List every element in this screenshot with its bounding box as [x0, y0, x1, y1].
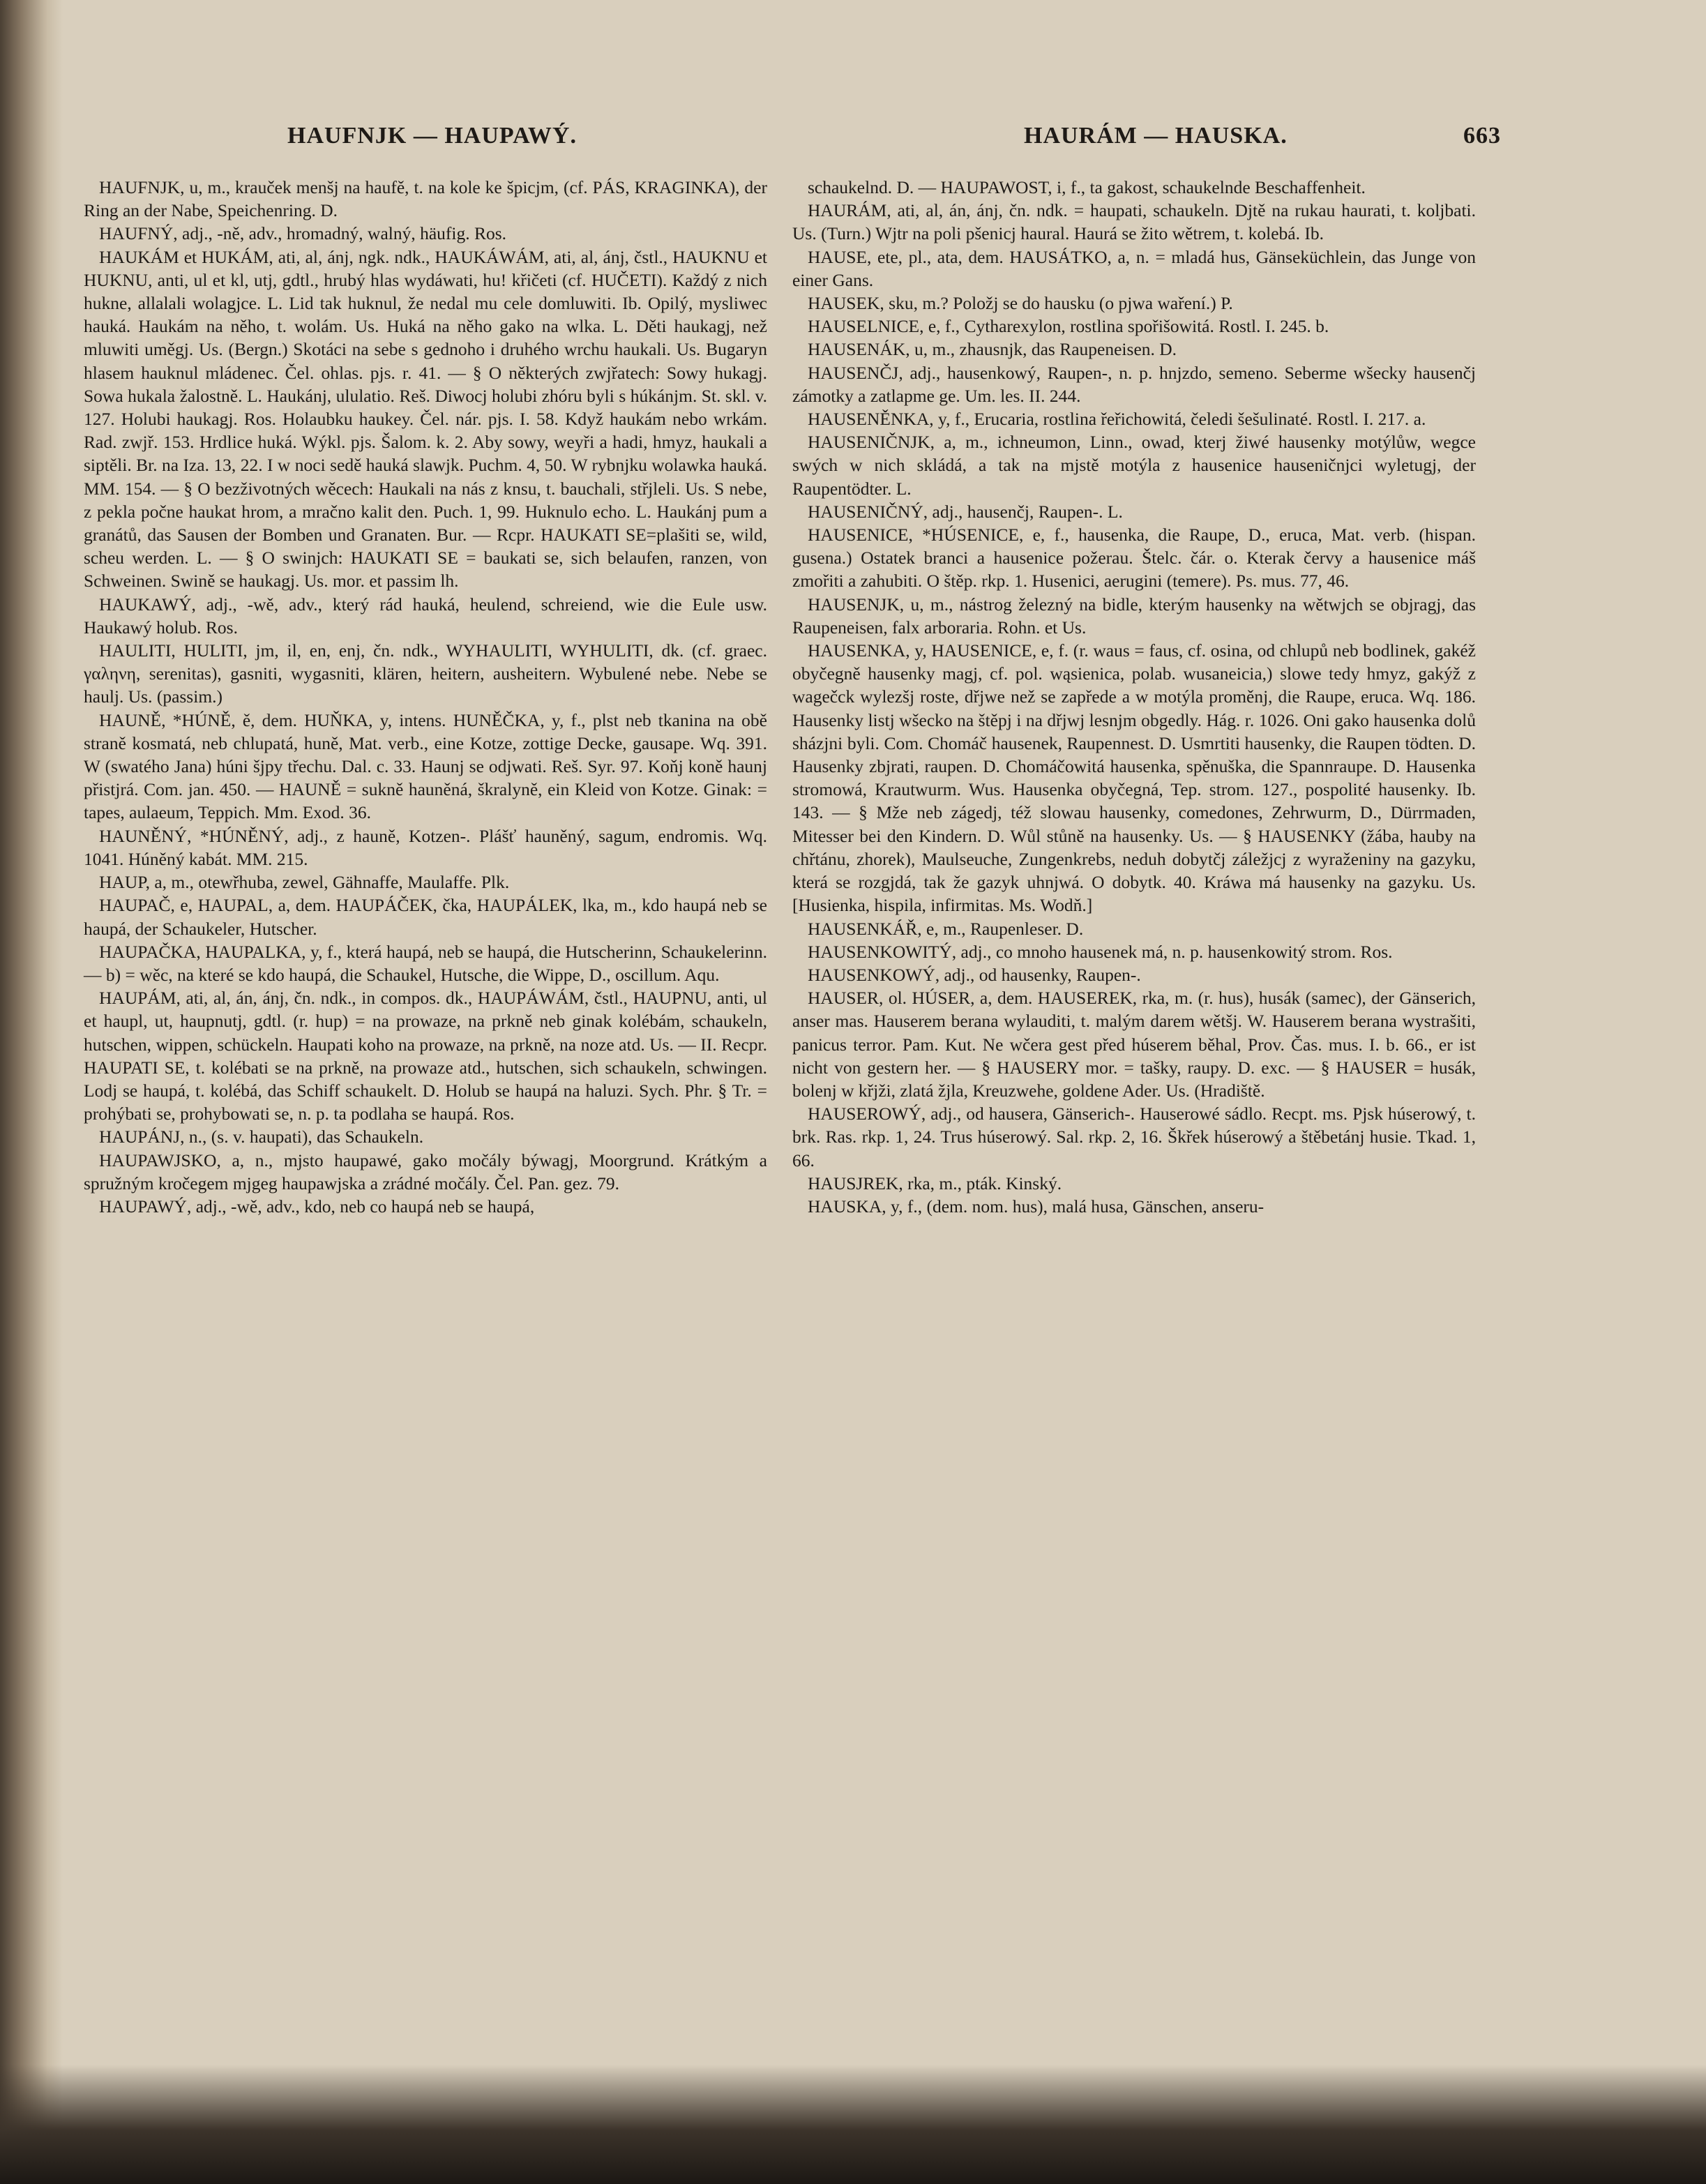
entry: HAUSENIČNÝ, adj., hausenčj, Raupen-. L.	[808, 501, 1123, 522]
entry: HAUFNÝ, adj., -ně, adv., hromadný, walný, häufig. Ros.	[99, 223, 507, 244]
right-column	[792, 176, 1476, 1218]
entry: HAUNĚNÝ, *HÚNĚNÝ, adj., z hauně, Kotzen-. Plášť hauněný, sagum, endromis. Wq. 1041. Húněný kabát. MM. 215.	[84, 825, 767, 869]
entry: HAUSENĚNKA, y, f., Erucaria, rostlina řeřichowitá, čeledi šešulinaté. Rostl. I. 217. a.	[808, 409, 1426, 430]
entry: HAUSENKOWÝ, adj., od hausenky, Raupen-.	[808, 964, 1141, 985]
entry: HAUSE, ete, pl., ata, dem. HAUSÁTKO, a, n. = mladá hus, Gänseküchlein, das Junge von einer Gans.	[792, 246, 1476, 290]
entry: HAUSENICE, *HÚSENICE, e, f., hausenka, die Raupe, D., eruca, Mat. verb. (hispan. gusena.) Ostatek branci a hausenice požerau. Štelc. čár. o. Kterak červy a hausenice máš zmořiti a zahubiti. O štěp. rkp. 1. Husenici, aerugini (temere). Ps. mus. 77, 46.	[792, 525, 1476, 592]
entry: HAUPAČKA, HAUPALKA, y, f., která haupá, neb se haupá, die Hutscherinn, Schaukelerinn. — b) = wěc, na které se kdo haupá, die Schaukel, Hutsche, die Wippe, D., oscillum. Aqu.	[84, 941, 767, 985]
entry: HAUPAČ, e, HAUPAL, a, dem. HAUPÁČEK, čka, HAUPÁLEK, lka, m., kdo haupá neb se haupá, der Schaukeler, Hutscher.	[84, 895, 767, 939]
entry: HAUSER, ol. HÚSER, a, dem. HAUSEREK, rka, m. (r. hus), husák (samec), der Gänserich, anser mas. Hauserem berana wylauditi, t. malým darem wětšj. W. Hauserem berana wystrašiti, panicus terror. Pam. Kut. Ne wčera gest před húserem běhal, Prov. Čas. mus. I. b. 66., er ist nicht von gestern her. — § HAUSERY mor. = tašky, raupy. D. exc. — § HAUSER = husák, bolenj w křjži, zlatá žjla, Kreuzwehe, goldene Ader. Us. (Hradiště.	[792, 988, 1476, 1101]
page-bottom-edge	[0, 2065, 1706, 2184]
entry: HAUSJREK, rka, m., pták. Kinský.	[808, 1173, 1062, 1193]
entry: HAUKÁM et HUKÁM, ati, al, ánj, ngk. ndk., HAUKÁWÁM, ati, al, ánj, čstl., HAUKNU et HUKNU, anti, ul et kl, utj, gdtl., hrubý hlas wydáwati, hu! křičeti (cf. HUČETI). Každý z nich hukne, allalali wolagjce. L. Lid tak huknul, že nedal mu cele domluwiti. Ib. Opilý, mysliwec hauká. Haukám na něho, t. wolám. Us. Huká na něho gako na wlka. L. Děti haukagj, než mluwiti uměgj. Us. (Bergn.) Skotáci na sebe s gednoho i druhého wrchu haukali. Us. Bugaryn hlasem hauknul mládenec. Čel. ohlas. pjs. r. 41. — § O některých zwjřatech: Sowy hukagj. Sowa hukala žalostně. L. Haukánj, ululatio. Reš. Diwocj holubi zhóru byli s húkánjm. St. skl. v. 127. Holubi haukagj. Ros. Holaubku haukey. Čel. nár. pjs. I. 58. Když haukám nebo wrkám. Rad. zwjř. 153. Hrdlice huká. Wýkl. pjs. Šalom. k. 2. Aby sowy, weyři a hadi, hmyz, haukali a siptěli. Br. na Iza. 13, 22. I w noci sedě hauká slawjk. Puchm. 4, 50. W rybnjku wolawka hauká. MM. 154. — § O bezživotných wěcech: Haukali na nás z knsu, t. bauchali, střjleli. Us. S nebe, z pekla počne haukat hrom, a mračno kalit den. Puch. 1, 99. Huknulo echo. L. Haukánj pum a granátů, das Sausen der Bomben und Granaten. Bur. — Rcpr. HAUKATI SE=plašiti se, wild, scheu werden. L. — § O swinjch: HAUKATI SE = baukati se, sich belaufen, ranzen, von Schweinen. Swině se haukagj. Us. mor. et passim lh.	[84, 246, 767, 592]
entry: HAUSELNICE, e, f., Cytharexylon, rostlina spořišowitá. Rostl. I. 245. b.	[808, 316, 1329, 337]
page-number: 663	[1463, 123, 1501, 149]
entry: HAUFNJK, u, m., krauček menšj na haufě, t. na kole ke špicjm, (cf. PÁS, KRAGINKA), der Ring an der Nabe, Speichenring. D.	[84, 177, 767, 221]
entry: HAUSENČJ, adj., hausenkowý, Raupen-, n. p. hnjzdo, semeno. Seberme wšecky hausenčj zámotky a zatlapme ge. Um. les. II. 244.	[792, 362, 1476, 406]
entry: HAUKAWÝ, adj., -wě, adv., který rád hauká, heulend, schreiend, wie die Eule usw. Haukawý holub. Ros.	[84, 594, 767, 638]
entry: HAUSEK, sku, m.? Položj se do hausku (o pjwa waření.) P.	[808, 293, 1233, 314]
entry: HAUSENÁK, u, m., zhausnjk, das Raupeneisen. D.	[808, 339, 1177, 360]
entry: HAURÁM, ati, al, án, ánj, čn. ndk. = haupati, schaukeln. Djtě na rukau haurati, t. koljbati. Us. (Turn.) Wjtr na poli pšenicj haural. Haurá se žito wětrem, t. kolebá. Ib.	[792, 200, 1476, 244]
entry: HAUPÁNJ, n., (s. v. haupati), das Schaukeln.	[99, 1127, 424, 1147]
entry: HAUSKA, y, f., (dem. nom. hus), malá husa, Gänschen, anseru-	[808, 1196, 1265, 1217]
left-column	[84, 176, 767, 1218]
entry: HAUSEROWÝ, adj., od hausera, Gänserich-. Hauserowé sádlo. Recpt. ms. Pjsk húserowý, t. brk. Ras. rkp. 1, 24. Trus húserowý. Sal. rkp. 2, 16. Škřek húserowý a štěbetánj husie. Tkad. 1, 66.	[792, 1104, 1476, 1170]
entry: HAULITI, HULITI, jm, il, en, enj, čn. ndk., WYHAULITI, WYHULITI, dk. (cf. graec. γαληνη, serenitas), gasniti, wygasniti, klären, heitern, ausheitern. Wybulené nebe. Nebe se haulj. Us. (passim.)	[84, 640, 767, 707]
entry: HAUNĚ, *HÚNĚ, ě, dem. HUŇKA, y, intens. HUNĚČKA, y, f., plst neb tkanina na obě straně kosmatá, neb chlupatá, huně, Mat. verb., eine Kotze, zottige Decke, gausape. Wq. 391. W (swatého Jana) húni šjpy třechu. Dal. c. 33. Haunj se odjwati. Reš. Syr. 97. Koňj koně haunj přistjrá. Com. jan. 450. — HAUNĚ = sukně hauněná, škralyně, ein Kleid von Kotze. Ginak: = tapes, aulaeum, Teppich. Mm. Exod. 36.	[84, 709, 767, 823]
entry: HAUSENKA, y, HAUSENICE, e, f. (r. waus = faus, cf. osina, od chlupů neb bodlinek, gakéž obyčegně hausenky magj, cf. pol. wąsienica, polab. wusaneicia,) slowe tedy hmyz, gakýž z wagečck wylezšj roste, dřjwe než se zapřede a w motýla proměnj, die Raupe, eruca. Wq. 186. Hausenky listj wšecko na štěpj i na dřjwj lesnjm obgedly. Hág. r. 1026. Oni gako hausenka dolů sházjni byli. Com. Chomáč hausenek, Raupennest. D. Usmrtiti hausenky, die Raupen tödten. D. Hausenky zbjrati, raupen. D. Chomáčowitá hausenka, spěnuška, die Spannraupe. D. Hausenka stromowá, Krautwurm. Wus. Hausenka obyčegná, Tep. strom. 127., pospolité hausenky. Ib. 143. — § Mže neb zágedj, též slowau hausenky, comedones, Zehrwurm, D., Dürrmaden, Mitesser bei den Kindern. D. Wůl stůně na hausenky. Us. — § HAUSENKY (žába, hauby na chřtánu, zhorek), Maulseuche, Zungenkrebs, neduh dobytčj záležjcj z wyraženiny na gazyku, která se rozgjdá, tak že gazyk uhnjwá. O dobytk. 40. Kráwa má hausenky na gazyku. Us. [Husienka, hispila, infirmitas. Ms. Wodň.]	[792, 640, 1476, 916]
entry: HAUP, a, m., otewřhuba, zewel, Gähnaffe, Maulaffe. Plk.	[99, 872, 510, 893]
entry: schaukelnd. D. — HAUPAWOST, i, f., ta gakost, schaukelnde Beschaffenheit.	[808, 177, 1366, 197]
running-head-right: HAURÁM — HAUSKA.	[1024, 123, 1288, 149]
entry: HAUSENIČNJK, a, m., ichneumon, Linn., owad, kterj žiwé hausenky motýlůw, wegce swých w nich skládá, a tak na mjstě motýla z hausenice hauseničnjci wyletugj, der Raupentödter. L.	[792, 432, 1476, 499]
binding-shadow	[0, 0, 63, 2184]
entry: HAUSENKOWITÝ, adj., co mnoho hausenek má, n. p. hausenkowitý strom. Ros.	[808, 941, 1393, 962]
entry: HAUSENJK, u, m., nástrog železný na bidle, kterým hausenky na wětwjch se objragj, das Raupeneisen, falx arboraria. Rohn. et Us.	[792, 594, 1476, 638]
entry: HAUSENKÁŘ, e, m., Raupenleser. D.	[808, 918, 1084, 939]
running-head-left: HAUFNJK — HAUPAWÝ.	[287, 123, 577, 149]
entry: HAUPAWÝ, adj., -wě, adv., kdo, neb co haupá neb se haupá,	[99, 1196, 535, 1217]
entry: HAUPÁM, ati, al, án, ánj, čn. ndk., in compos. dk., HAUPÁWÁM, čstl., HAUPNU, anti, ul et haupl, ut, haupnutj, gdtl. (r. hup) = na prowaze, na prkně neb ginak kolébám, schaukeln, hutschen, wippen, schückeln. Haupati koho na prowaze, na prkně, na noze atd. Us. — II. Recpr. HAUPATI SE, t. kolébati se na prkně, na prowaze atd., hutschen, sich schaukeln, schwingen. Lodj se haupá, t. kolébá, das Schiff schaukelt. D. Holub se haupá na haluzi. Sych. Phr. § Tr. = prohýbati se, prohybowati se, n. p. ta podlaha se haupá. Ros.	[84, 988, 767, 1124]
entry: HAUPAWJSKO, a, n., mjsto haupawé, gako močály býwagj, Moorgrund. Krátkým a spružným kročegem mjgeg haupawjska a zrádné močály. Čel. Pan. gez. 79.	[84, 1150, 767, 1193]
